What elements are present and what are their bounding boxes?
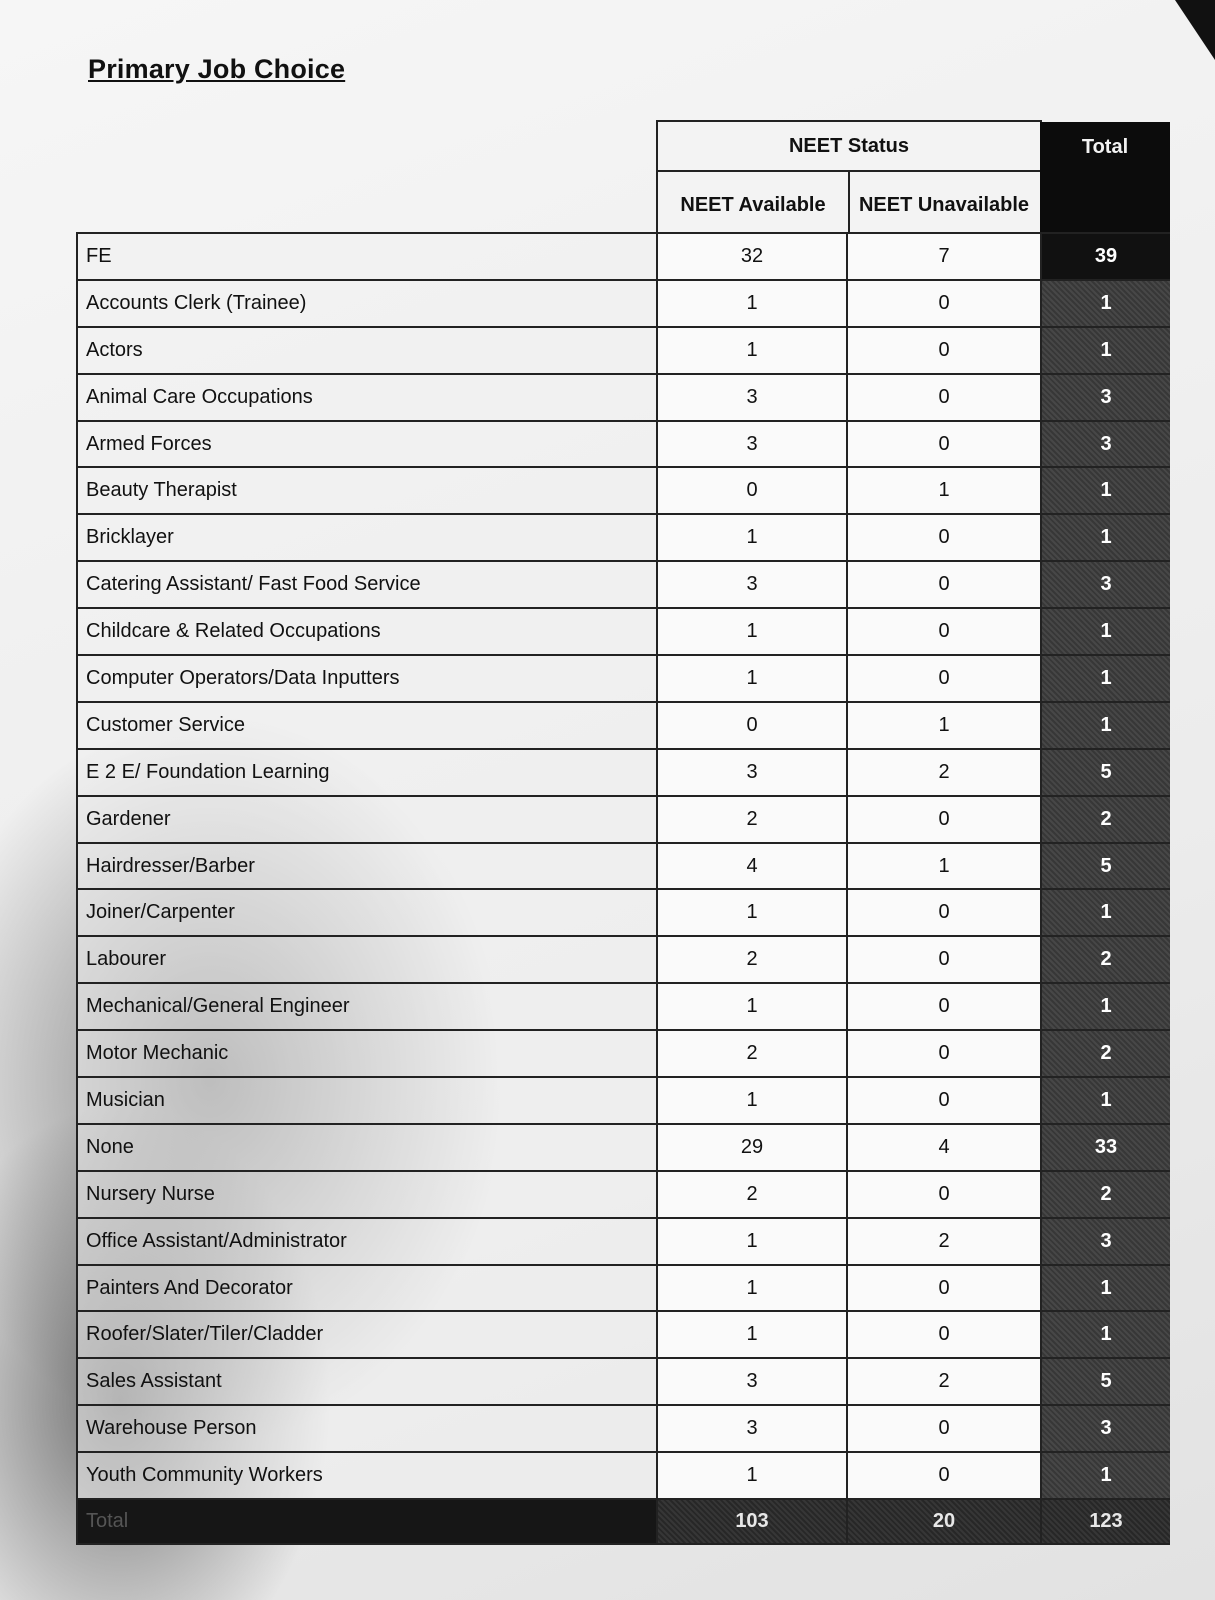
neet-unavailable-value: 4 <box>848 1125 1042 1170</box>
table-row <box>78 513 1170 560</box>
neet-unavailable-value: 0 <box>848 1031 1042 1076</box>
neet-available-value: 1 <box>658 656 848 701</box>
job-label: Childcare & Related Occupations <box>78 609 658 654</box>
table-row <box>78 1404 1170 1451</box>
total-value: 1 <box>1042 1453 1170 1498</box>
total-value: 1 <box>1042 328 1170 373</box>
neet-unavailable-value: 20 <box>848 1500 1042 1543</box>
job-label: Gardener <box>78 797 658 842</box>
neet-unavailable-value: 0 <box>848 375 1042 420</box>
job-label: Mechanical/General Engineer <box>78 984 658 1029</box>
neet-available-value: 3 <box>658 750 848 795</box>
table-row <box>78 232 1170 279</box>
total-value: 5 <box>1042 1359 1170 1404</box>
total-value: 1 <box>1042 890 1170 935</box>
table-row <box>78 842 1170 889</box>
neet-available-value: 1 <box>658 1312 848 1357</box>
total-value: 1 <box>1042 1266 1170 1311</box>
neet-available-value: 3 <box>658 422 848 467</box>
neet-available-value: 2 <box>658 937 848 982</box>
total-value: 3 <box>1042 1406 1170 1451</box>
neet-unavailable-value: 0 <box>848 281 1042 326</box>
total-value: 3 <box>1042 375 1170 420</box>
job-label: Bricklayer <box>78 515 658 560</box>
neet-available-header: NEET Available <box>658 170 850 240</box>
job-label: Total <box>78 1500 658 1543</box>
total-value: 1 <box>1042 656 1170 701</box>
total-value: 1 <box>1042 281 1170 326</box>
page-title: Primary Job Choice <box>88 54 346 84</box>
table-row <box>78 748 1170 795</box>
total-value: 1 <box>1042 515 1170 560</box>
job-label: Accounts Clerk (Trainee) <box>78 281 658 326</box>
neet-available-value: 1 <box>658 984 848 1029</box>
total-value: 2 <box>1042 937 1170 982</box>
neet-unavailable-value: 2 <box>848 750 1042 795</box>
job-label: Sales Assistant <box>78 1359 658 1404</box>
table-row <box>78 654 1170 701</box>
total-value: 33 <box>1042 1125 1170 1170</box>
table-row <box>78 795 1170 842</box>
neet-unavailable-value: 0 <box>848 1312 1042 1357</box>
table-row <box>78 560 1170 607</box>
neet-unavailable-value: 7 <box>848 234 1042 279</box>
neet-available-value: 1 <box>658 1266 848 1311</box>
neet-status-label: NEET Status <box>658 122 1040 172</box>
neet-available-value: 1 <box>658 890 848 935</box>
table-row <box>78 1029 1170 1076</box>
total-value: 1 <box>1042 468 1170 513</box>
job-label: None <box>78 1125 658 1170</box>
table-row <box>78 420 1170 467</box>
total-value: 3 <box>1042 562 1170 607</box>
neet-available-value: 2 <box>658 1031 848 1076</box>
total-value: 3 <box>1042 422 1170 467</box>
job-label: Catering Assistant/ Fast Food Service <box>78 562 658 607</box>
table-row <box>78 1357 1170 1404</box>
job-choice-table <box>76 232 1170 1545</box>
neet-available-value: 1 <box>658 609 848 654</box>
neet-unavailable-value: 0 <box>848 422 1042 467</box>
table-row <box>78 888 1170 935</box>
neet-unavailable-value: 0 <box>848 328 1042 373</box>
job-label: Animal Care Occupations <box>78 375 658 420</box>
job-label: E 2 E/ Foundation Learning <box>78 750 658 795</box>
neet-unavailable-value: 0 <box>848 562 1042 607</box>
neet-unavailable-value: 1 <box>848 468 1042 513</box>
job-label: FE <box>78 234 658 279</box>
neet-available-value: 29 <box>658 1125 848 1170</box>
job-label: Roofer/Slater/Tiler/Cladder <box>78 1312 658 1357</box>
table-row <box>78 1123 1170 1170</box>
job-label: Painters And Decorator <box>78 1266 658 1311</box>
neet-available-value: 1 <box>658 1078 848 1123</box>
neet-unavailable-value: 0 <box>848 984 1042 1029</box>
job-label: Computer Operators/Data Inputters <box>78 656 658 701</box>
total-value: 1 <box>1042 609 1170 654</box>
neet-unavailable-value: 0 <box>848 1078 1042 1123</box>
neet-available-value: 0 <box>658 468 848 513</box>
neet-available-value: 1 <box>658 281 848 326</box>
total-value: 5 <box>1042 844 1170 889</box>
table-row <box>78 1451 1170 1498</box>
neet-unavailable-value: 0 <box>848 797 1042 842</box>
neet-available-value: 4 <box>658 844 848 889</box>
job-label: Labourer <box>78 937 658 982</box>
neet-available-value: 1 <box>658 515 848 560</box>
neet-unavailable-value: 1 <box>848 703 1042 748</box>
neet-unavailable-header: NEET Unavailable <box>858 194 1030 216</box>
total-value: 3 <box>1042 1219 1170 1264</box>
job-label: Youth Community Workers <box>78 1453 658 1498</box>
totals-row <box>78 1498 1170 1545</box>
neet-unavailable-value: 0 <box>848 609 1042 654</box>
job-label: Customer Service <box>78 703 658 748</box>
job-label: Warehouse Person <box>78 1406 658 1451</box>
job-label: Beauty Therapist <box>78 468 658 513</box>
neet-available-value: 32 <box>658 234 848 279</box>
total-value: 2 <box>1042 1031 1170 1076</box>
page-corner-shadow <box>1175 0 1215 60</box>
job-label: Actors <box>78 328 658 373</box>
table-row <box>78 701 1170 748</box>
neet-unavailable-value: 2 <box>848 1219 1042 1264</box>
neet-unavailable-value: 0 <box>848 1453 1042 1498</box>
neet-unavailable-value: 0 <box>848 656 1042 701</box>
total-value: 2 <box>1042 1172 1170 1217</box>
neet-unavailable-value: 0 <box>848 1406 1042 1451</box>
table-row <box>78 279 1170 326</box>
neet-available-value: 2 <box>658 797 848 842</box>
neet-available-value: 103 <box>658 1500 848 1543</box>
job-label: Musician <box>78 1078 658 1123</box>
job-label: Hairdresser/Barber <box>78 844 658 889</box>
table-row <box>78 1076 1170 1123</box>
table-row <box>78 373 1170 420</box>
table-row <box>78 607 1170 654</box>
neet-available-value: 3 <box>658 1406 848 1451</box>
job-label: Motor Mechanic <box>78 1031 658 1076</box>
neet-unavailable-value: 1 <box>848 844 1042 889</box>
total-value: 1 <box>1042 984 1170 1029</box>
neet-unavailable-value: 0 <box>848 515 1042 560</box>
neet-available-value: 3 <box>658 1359 848 1404</box>
job-label: Armed Forces <box>78 422 658 467</box>
table-row <box>78 466 1170 513</box>
table-row <box>78 1170 1170 1217</box>
neet-available-value: 2 <box>658 1172 848 1217</box>
job-label: Joiner/Carpenter <box>78 890 658 935</box>
total-value: 5 <box>1042 750 1170 795</box>
neet-available-value: 3 <box>658 375 848 420</box>
table-row <box>78 1310 1170 1357</box>
total-value: 1 <box>1042 703 1170 748</box>
table-row <box>78 935 1170 982</box>
total-value: 1 <box>1042 1312 1170 1357</box>
table-row <box>78 1264 1170 1311</box>
table-row <box>78 326 1170 373</box>
neet-unavailable-value: 0 <box>848 890 1042 935</box>
table-row <box>78 982 1170 1029</box>
total-value: 123 <box>1042 1500 1170 1543</box>
total-header: Total <box>1040 122 1170 242</box>
total-value: 1 <box>1042 1078 1170 1123</box>
neet-available-value: 3 <box>658 562 848 607</box>
neet-available-value: 1 <box>658 1219 848 1264</box>
neet-unavailable-value: 0 <box>848 937 1042 982</box>
neet-status-header <box>656 120 1042 242</box>
neet-available-value: 1 <box>658 328 848 373</box>
table-row <box>78 1217 1170 1264</box>
neet-available-value: 1 <box>658 1453 848 1498</box>
neet-unavailable-value: 0 <box>848 1266 1042 1311</box>
neet-available-value: 0 <box>658 703 848 748</box>
total-value: 2 <box>1042 797 1170 842</box>
total-value: 39 <box>1042 234 1170 279</box>
neet-unavailable-value: 2 <box>848 1359 1042 1404</box>
neet-unavailable-value: 0 <box>848 1172 1042 1217</box>
job-label: Nursery Nurse <box>78 1172 658 1217</box>
job-label: Office Assistant/Administrator <box>78 1219 658 1264</box>
